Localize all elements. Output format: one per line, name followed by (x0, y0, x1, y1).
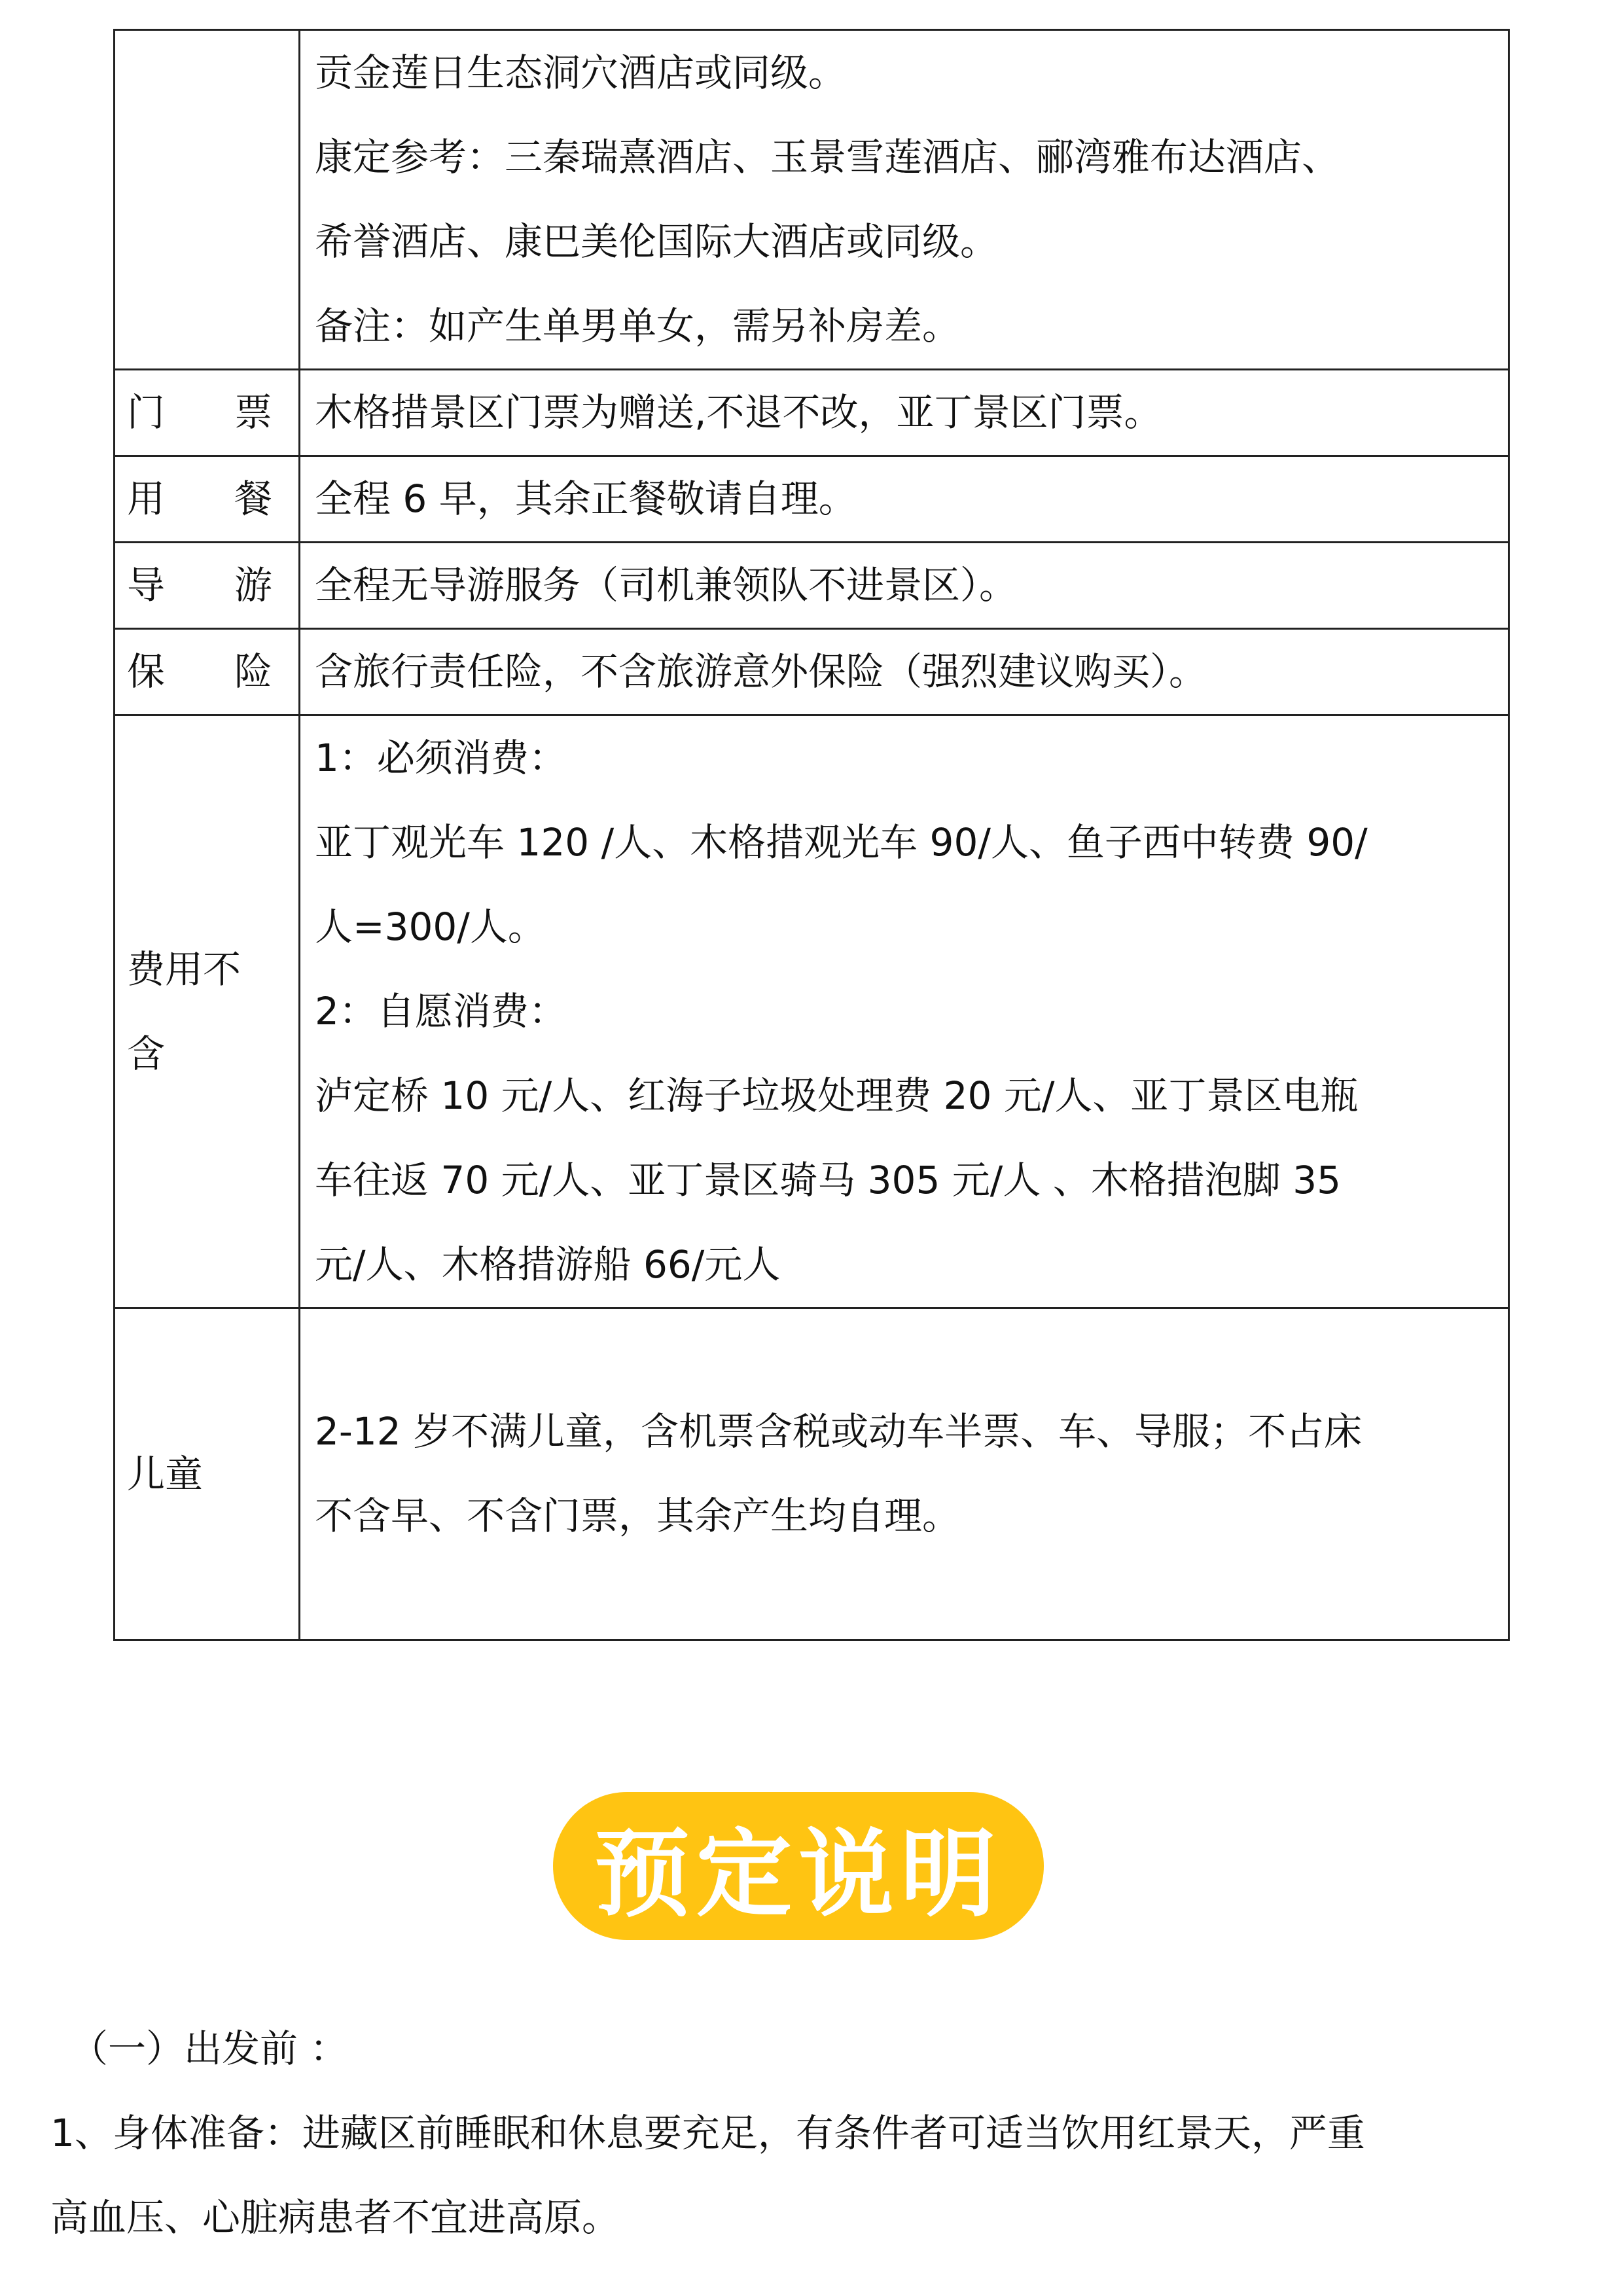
itinerary-info-table (113, 29, 1510, 1641)
children-label: 儿童 (115, 1308, 300, 1640)
table-row-accommodation (115, 30, 1509, 370)
meals-label: 用 餐 (115, 456, 300, 543)
booking-notes-body (50, 2007, 1575, 2260)
accommodation-line: 希誉酒店、康巴美伦国际大酒店或同级。 (315, 219, 999, 264)
note-item-line: 1、身体准备：进藏区前睡眠和休息要充足，有条件者可适当饮用红景天，严重 (50, 2111, 1365, 2155)
excluded-fees-line: 2：自愿消费： (315, 989, 567, 1033)
booking-notes-banner (553, 1792, 1044, 1940)
table-row-tickets (115, 370, 1509, 456)
excluded-fees-line: 亚丁观光车 120 /人、木格措观光车 90/人、鱼子西中转费 90/ (315, 820, 1368, 865)
excluded-fees-label: 费用不含 (115, 715, 300, 1308)
section-heading-before-departure: （一）出发前 ： (70, 2026, 348, 2071)
accommodation-line: 贡金莲日生态洞穴酒店或同级。 (315, 50, 847, 95)
guide-content: 全程无导游服务（司机兼领队不进景区）。 (300, 543, 1509, 629)
table-row-insurance (115, 629, 1509, 715)
banner-title: 预定说明 (594, 1818, 1003, 1930)
table-row-children (115, 1308, 1509, 1640)
table-row-meals (115, 456, 1509, 543)
excluded-fees-line: 元/人、木格措游船 66/元人 (315, 1242, 781, 1287)
accommodation-line: 康定参考：三秦瑞熹酒店、玉景雪莲酒店、郦湾雅布达酒店、 (315, 135, 1340, 179)
tickets-content: 木格措景区门票为赠送,不退不改，亚丁景区门票。 (300, 370, 1509, 456)
table-row-guide (115, 543, 1509, 629)
children-content (300, 1308, 1509, 1640)
meals-content: 全程 6 早，其余正餐敬请自理。 (300, 456, 1509, 543)
guide-label: 导 游 (115, 543, 300, 629)
excluded-fees-line: 人=300/人。 (315, 905, 546, 949)
row-label-empty (115, 30, 300, 370)
accommodation-content (300, 30, 1509, 370)
note-item-line: 高血压、心脏病患者不宜进高原。 (50, 2195, 620, 2240)
excluded-fees-line: 1：必须消费： (315, 736, 567, 780)
accommodation-note: 备注：如产生单男单女，需另补房差。 (315, 304, 961, 348)
children-line: 2-12 岁不满儿童，含机票含税或动车半票、车、导服；不占床 (315, 1409, 1363, 1454)
children-line: 不含早、不含门票，其余产生均自理。 (315, 1494, 961, 1538)
excluded-fees-line: 车往返 70 元/人、亚丁景区骑马 305 元/人 、木格措泡脚 35 (315, 1158, 1342, 1202)
excluded-fees-line: 泸定桥 10 元/人、红海子垃圾处理费 20 元/人、亚丁景区电瓶 (315, 1073, 1359, 1118)
insurance-content: 含旅行责任险，不含旅游意外保险（强烈建议购买）。 (300, 629, 1509, 715)
excluded-fees-content (300, 715, 1509, 1308)
table-row-excluded-fees (115, 715, 1509, 1308)
insurance-label: 保 险 (115, 629, 300, 715)
tickets-label: 门 票 (115, 370, 300, 456)
